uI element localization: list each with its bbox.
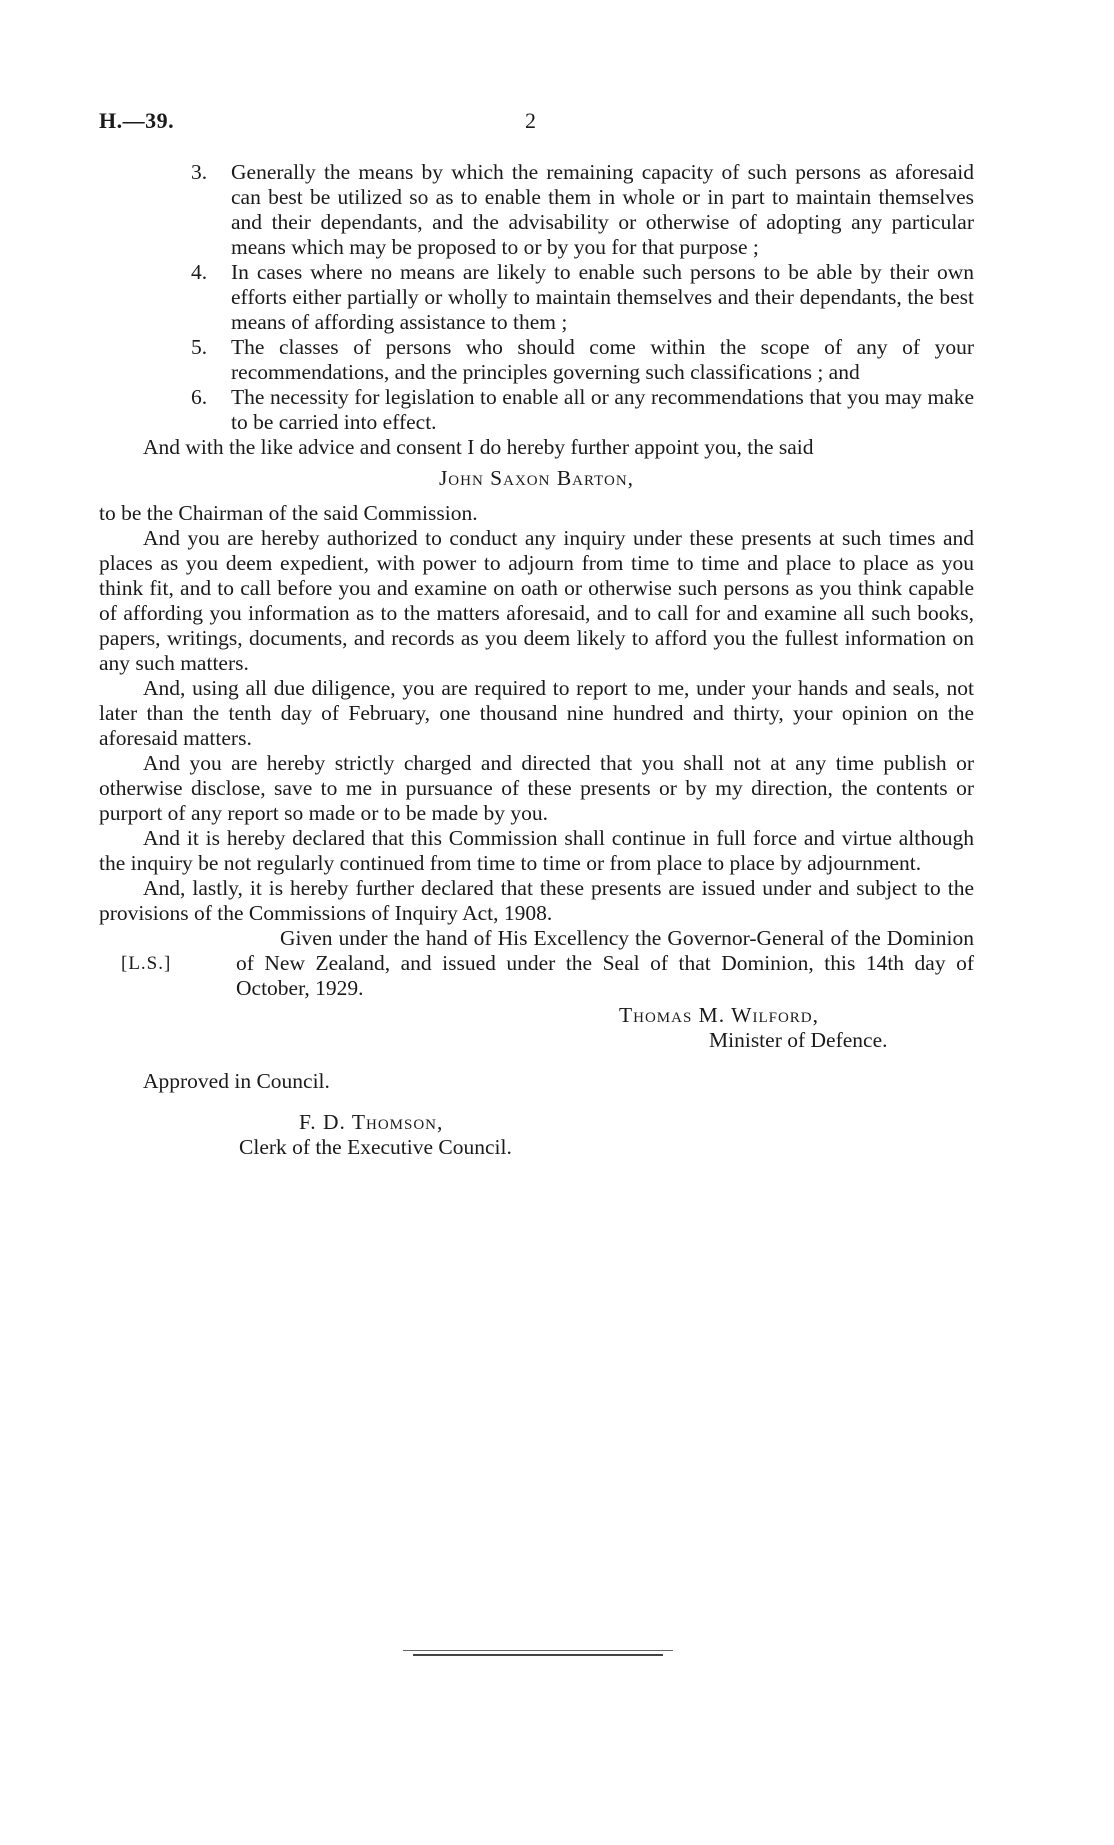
minister-signature [619, 1003, 974, 1053]
list-item [191, 385, 974, 435]
clerk-signature [239, 1110, 974, 1160]
item-number: 3. [191, 160, 208, 184]
paragraph: And you are hereby strictly charged and directed that you shall not at any time publish or otherwise disclose, save to me in pursuance of these presents or by my direction, the contents or purport of any report so made or to be made by you. [99, 751, 974, 825]
list-item [191, 260, 974, 335]
chairman-name: John Saxon Barton, [438, 466, 635, 490]
given-text: Given under the hand of His Excellency the Governor-General of the Dominion of New Zealand, and issued under the Seal of that Dominion, this 14th day of October, 1929. [236, 926, 974, 1000]
paragraph: And it is hereby declared that this Commission shall continue in full force and virtue although the inquiry be not regularly continued from time to time or from place to place by adjournment. [99, 826, 974, 875]
paragraph: And you are hereby authorized to conduct any inquiry under these presents at such times and places as you deem expedient, with power to adjourn from time to time and place to place as you think fit, and to call before you and examine on oath or otherwise such persons as you think capable of affording you information as to the matters aforesaid, and to call for and examine all such books, papers, writings, documents, and records as you deem likely to afford you the fullest information on any such matters. [99, 526, 974, 675]
paragraph: And, lastly, it is hereby further declared that these presents are issued under and subject to the provisions of the Commissions of Inquiry Act, 1908. [99, 876, 974, 925]
minister-title: Minister of Defence. [709, 1028, 888, 1052]
chairman-role: to be the Chairman of the said Commission. [99, 501, 478, 525]
list-item [191, 160, 974, 260]
paragraph: And, using all due diligence, you are required to report to me, under your hands and seals, not later than the tenth day of February, one thousand nine hundred and thirty, your opinion on the aforesaid matters. [99, 676, 974, 750]
list-item [191, 335, 974, 385]
item-number: 4. [191, 260, 208, 284]
seal-mark: [L.S.] [121, 953, 172, 974]
given-under-hand [99, 926, 974, 1001]
end-rule-divider [403, 1650, 673, 1658]
item-text: The necessity for legislation to enable all or any recommendations that you may make to be carried into effect. [231, 385, 974, 434]
item-text: The classes of persons who should come within the scope of any of your recommendations, and the principles governing such classifications ; and [231, 335, 974, 384]
item-text: In cases where no means are likely to enable such persons to be able by their own efforts either partially or wholly to maintain themselves and their dependants, the best means of affording assistance to them ; [231, 260, 974, 334]
approved-in-council: Approved in Council. [143, 1069, 330, 1093]
appointment-paragraph: And with the like advice and consent I do hereby further appoint you, the said [143, 435, 814, 459]
item-number: 6. [191, 385, 208, 409]
minister-name: Thomas M. Wilford, [619, 1003, 820, 1027]
document-body [99, 160, 974, 1160]
item-text: Generally the means by which the remaining capacity of such persons as aforesaid can best be utilized so as to enable them in whole or in part to maintain themselves and their dependants, and the advisability or otherwise of adopting any particular means which may be proposed to or by you for that purpose ; [231, 160, 974, 259]
item-number: 5. [191, 335, 208, 359]
clerk-title: Clerk of the Executive Council. [239, 1135, 512, 1159]
page-number: 2 [525, 108, 536, 133]
document-reference: H.—39. [99, 108, 175, 133]
clerk-name: F. D. Thomson, [299, 1110, 444, 1134]
